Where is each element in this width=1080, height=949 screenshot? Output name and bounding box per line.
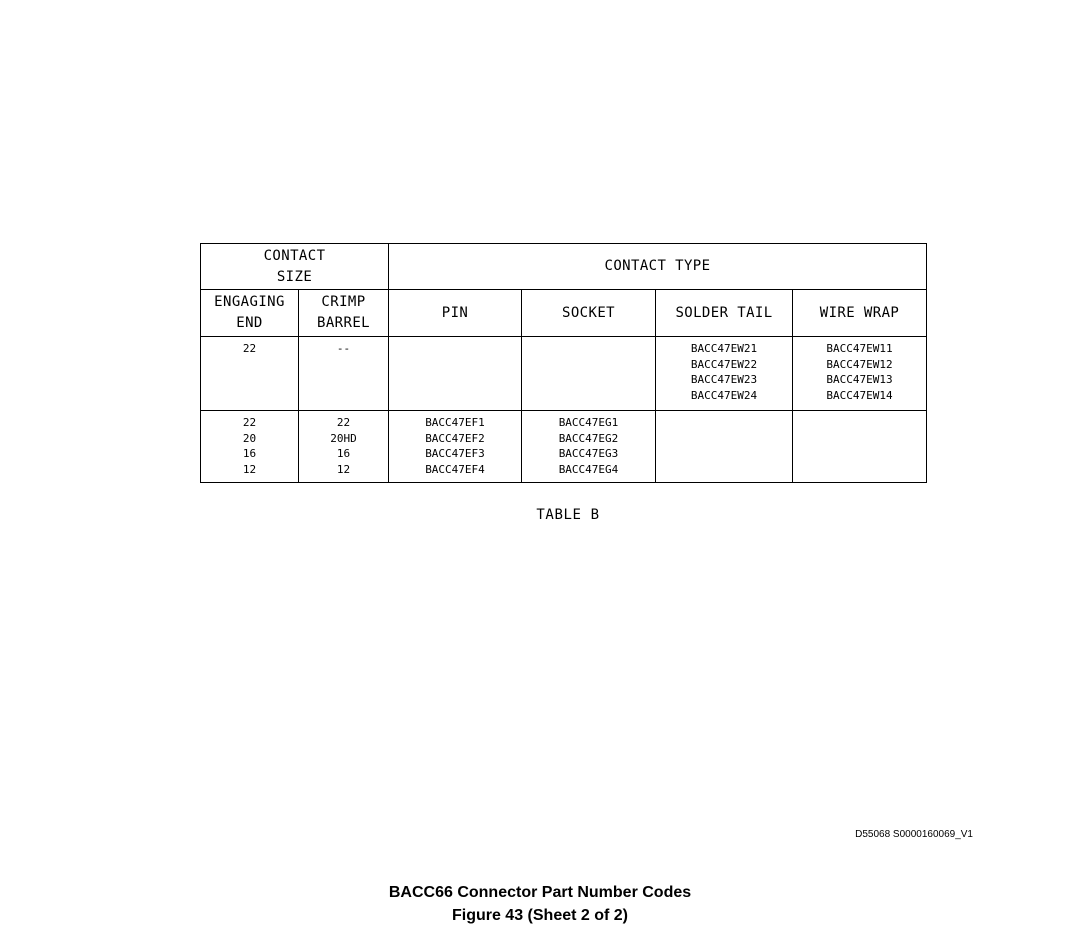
pin-header: PIN: [389, 290, 522, 337]
part-number: BACC47EF4: [425, 462, 485, 476]
part-number: BACC47EW23: [690, 373, 758, 386]
crimp-barrel-cell: [299, 411, 389, 483]
figure-title: BACC66 Connector Part Number Codes: [388, 884, 692, 901]
table-row: [201, 411, 927, 483]
part-number: BACC47EW11: [826, 342, 893, 355]
crimp-barrel-header-line: CRIMP: [321, 294, 366, 310]
table-row: [201, 337, 927, 411]
part-number: BACC47EG4: [558, 462, 619, 476]
cell-value: 22: [242, 342, 257, 355]
crimp-barrel-cell: [299, 337, 389, 411]
engaging-end-cell: [201, 337, 299, 411]
wire-wrap-cell: [793, 411, 927, 483]
crimp-barrel-header: [299, 290, 389, 337]
cell-value: 20: [242, 431, 257, 445]
part-number: BACC47EF2: [425, 431, 485, 445]
cell-value: 16: [242, 447, 257, 460]
contact-size-header: [201, 244, 389, 290]
cell-value: 12: [336, 462, 351, 476]
part-number: BACC47EW22: [690, 357, 758, 371]
contact-type-table: [200, 243, 927, 483]
table-caption: TABLE B: [536, 507, 600, 523]
contact-size-header-line: CONTACT: [263, 247, 326, 264]
reference-id: D55068 S0000160069_V1: [855, 829, 973, 840]
part-number: BACC47EW14: [826, 388, 893, 402]
pin-cell: [389, 337, 522, 411]
contact-size-header-line: SIZE: [276, 268, 313, 285]
part-number: BACC47EW13: [826, 373, 893, 386]
socket-cell: [522, 337, 656, 411]
socket-header: SOCKET: [522, 290, 656, 337]
crimp-barrel-header-line: BARREL: [317, 315, 370, 331]
part-number: BACC47EF3: [425, 447, 485, 460]
engaging-end-header: [201, 290, 299, 337]
engaging-end-cell: [201, 411, 299, 483]
part-number: BACC47EG2: [558, 431, 619, 445]
solder-tail-cell: [656, 411, 793, 483]
part-number: BACC47EF1: [425, 416, 485, 429]
socket-cell: [522, 411, 656, 483]
cell-value: 22: [242, 416, 257, 429]
cell-value: 20HD: [330, 431, 357, 445]
part-number: BACC47EG1: [558, 416, 619, 429]
engaging-end-header-line: END: [236, 315, 263, 331]
engaging-end-header-line: ENGAGING: [214, 294, 285, 310]
part-number: BACC47EW12: [826, 357, 893, 371]
part-number: BACC47EW21: [690, 342, 758, 355]
cell-value: --: [336, 342, 351, 355]
solder-tail-header: SOLDER TAIL: [656, 290, 793, 337]
contact-type-header: CONTACT TYPE: [389, 244, 927, 290]
wire-wrap-cell: [793, 337, 927, 411]
part-number: BACC47EG3: [558, 447, 619, 460]
solder-tail-cell: [656, 337, 793, 411]
figure-subtitle: Figure 43 (Sheet 2 of 2): [451, 907, 629, 924]
wire-wrap-header: WIRE WRAP: [793, 290, 927, 337]
pin-cell: [389, 411, 522, 483]
cell-value: 12: [242, 462, 257, 476]
cell-value: 16: [336, 447, 351, 460]
cell-value: 22: [336, 416, 351, 429]
part-number: BACC47EW24: [690, 388, 758, 402]
